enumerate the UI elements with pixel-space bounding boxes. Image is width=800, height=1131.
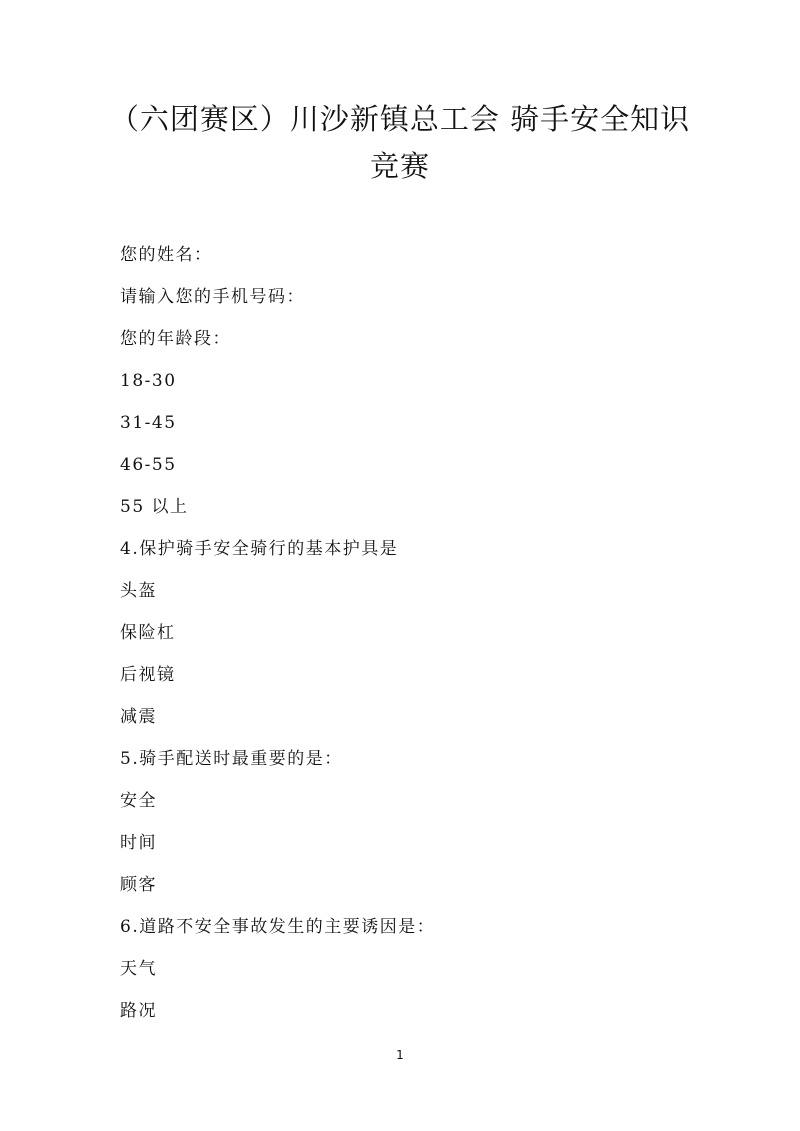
answer-option: 路况 (120, 1001, 157, 1021)
answer-option: 减震 (120, 707, 157, 727)
question-6: 6.道路不安全事故发生的主要诱因是： (120, 917, 436, 937)
age-option: 46-55 (120, 455, 177, 475)
age-prompt: 您的年龄段： (120, 329, 231, 349)
answer-option: 保险杠 (120, 623, 176, 643)
name-prompt: 您的姓名： (120, 245, 213, 265)
question-5: 5.骑手配送时最重要的是： (120, 749, 343, 769)
answer-option: 顾客 (120, 875, 157, 895)
age-option: 31-45 (120, 413, 177, 433)
answer-option: 头盔 (120, 581, 157, 601)
answer-option: 时间 (120, 833, 157, 853)
document-title: （六团赛区）川沙新镇总工会 骑手安全知识竞赛 (109, 102, 691, 183)
age-option: 55 以上 (120, 497, 189, 517)
answer-option: 天气 (120, 959, 157, 979)
question-list (120, 238, 720, 1036)
page-number: 1 (396, 1048, 404, 1062)
answer-option: 后视镜 (120, 665, 176, 685)
answer-option: 安全 (120, 791, 157, 811)
question-4: 4.保护骑手安全骑行的基本护具是 (120, 539, 399, 559)
age-option: 18-30 (120, 371, 177, 391)
phone-prompt: 请输入您的手机号码： (120, 287, 305, 307)
